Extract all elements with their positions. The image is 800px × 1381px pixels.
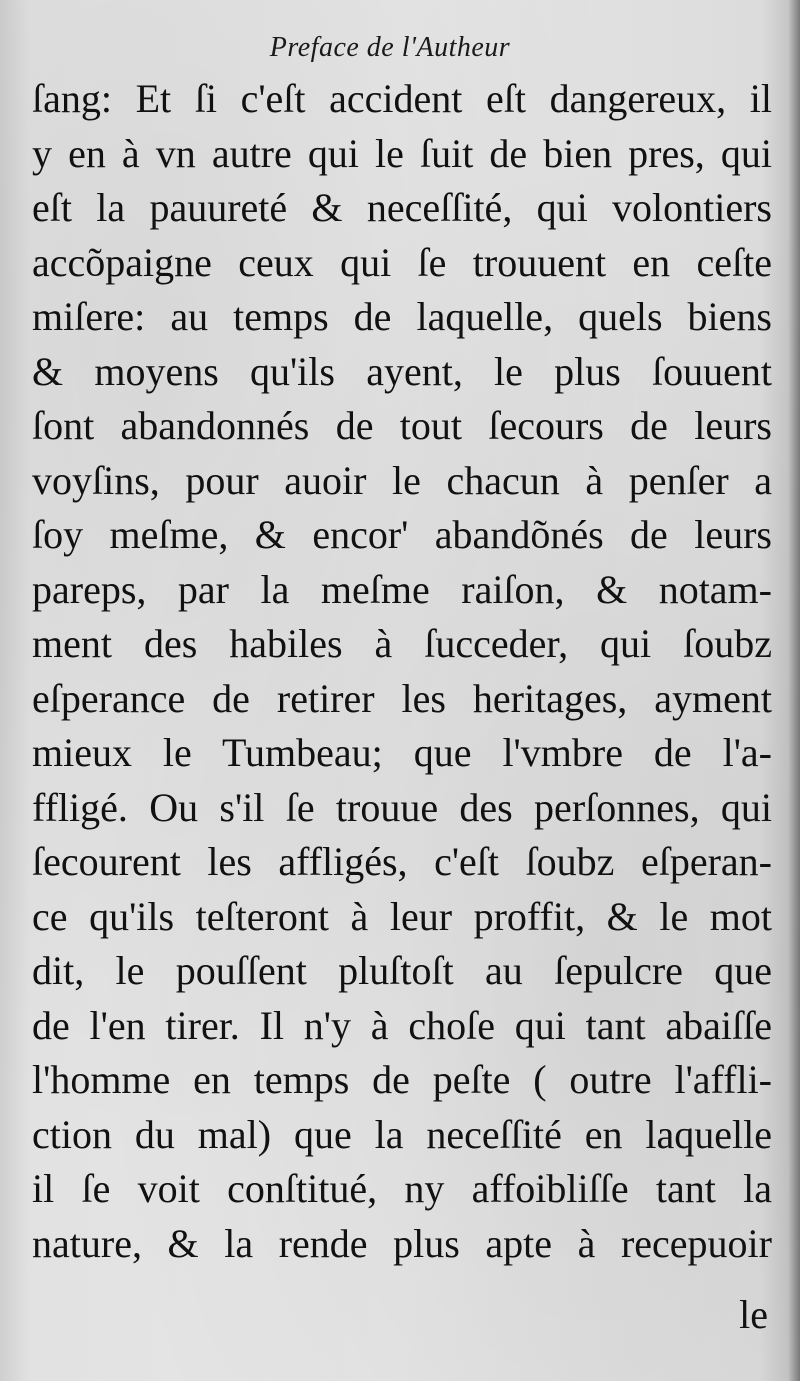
text-line: ffligé. Ou s'il ſe trouue des perſonnes, qui [32, 784, 772, 830]
text-line: voyſins, pour auoir le chacun à penſer a [32, 457, 772, 503]
text-line: l'homme en temps de peſte ( outre l'affli- [32, 1057, 772, 1102]
text-line: ſang: Et ſi c'eſt accident eſt dangereux, il [32, 76, 772, 121]
text-line: & moyens qu'ils ayent, le plus ſouuent [32, 348, 772, 394]
page-edge-shadow [788, 0, 800, 1381]
text-line: ction du mal) que la neceſſité en laquelle [32, 1111, 772, 1157]
running-head: Preface de l'Autheur [269, 32, 511, 63]
body-text [32, 72, 772, 1271]
text-line: ce qu'ils teſteront à leur proffit, & le mot [32, 893, 772, 939]
text-line: ment des habiles à ſucceder, qui ſoubz [32, 621, 772, 666]
text-line: ſont abandonnés de tout ſecours de leurs [32, 403, 772, 448]
text-line: dit, le pouſſent pluſtoſt au ſepulcre que [32, 948, 772, 993]
catchword: le [739, 1292, 768, 1337]
text-line: y en à vn autre qui le ſuit de bien pres, qui [32, 130, 772, 176]
text-line: eſt la pauureté & neceſſité, qui volontiers [32, 185, 772, 230]
text-line: il ſe voit conſtitué, ny affoibliſſe tant la [32, 1166, 772, 1211]
text-line: ſoy meſme, & encor' abandõnés de leurs [32, 512, 772, 557]
text-line: miſere: au temps de laquelle, quels biens [32, 294, 772, 339]
text-line: mieux le Tumbeau; que l'vmbre de l'a- [32, 730, 772, 775]
text-line: nature, & la rende plus apte à recepuoir [32, 1220, 772, 1266]
text-line: ſecourent les affligés, c'eſt ſoubz eſperan- [32, 839, 772, 884]
text-line: accõpaigne ceux qui ſe trouuent en ceſte [32, 239, 772, 285]
text-line: pareps, par la meſme raiſon, & notam- [32, 566, 772, 612]
text-line: de l'en tirer. Il n'y à choſe qui tant abaiſſe [32, 1002, 772, 1048]
text-line: eſperance de retirer les heritages, ayment [32, 675, 772, 721]
